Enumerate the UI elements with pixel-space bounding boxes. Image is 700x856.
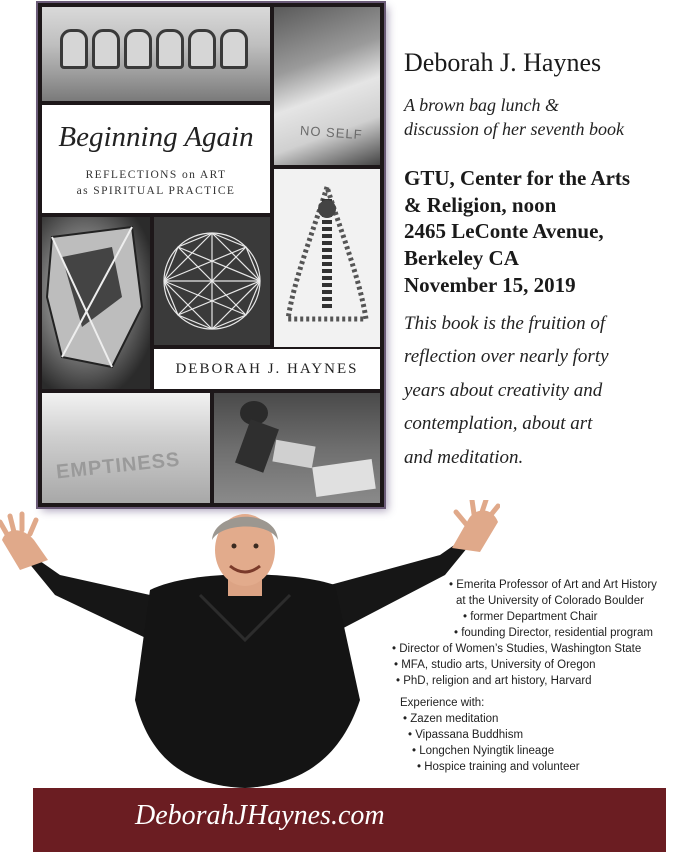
experience-item: • Vipassana Buddhism: [408, 729, 524, 741]
event-tagline-line2: discussion of her seventh book: [404, 119, 624, 139]
description-line: This book is the fruition of: [404, 313, 606, 334]
cover-photo-noself: [274, 7, 380, 165]
description-line: years about creativity and: [404, 380, 603, 401]
book-title: Beginning Again: [58, 121, 254, 153]
experience-item: • Longchen Nyingtik lineage: [412, 745, 555, 757]
arch-shape: [124, 29, 152, 69]
cover-author-panel: DEBORAH J. HAYNES: [154, 349, 380, 389]
address-line2: Berkeley CA: [404, 246, 519, 270]
arch-shape: [92, 29, 120, 69]
credential-item: • founding Director, residential program: [454, 627, 653, 639]
event-tagline-line1: A brown bag lunch &: [404, 95, 560, 115]
credential-item: at the University of Colorado Boulder: [456, 595, 644, 607]
cover-photo-emptiness: [42, 393, 210, 503]
experience-item: • Zazen meditation: [403, 713, 499, 725]
event-date: November 15, 2019: [404, 273, 576, 297]
book-cover: [38, 3, 384, 507]
cover-photo-drawing: [274, 169, 380, 347]
credential-item: • MFA, studio arts, University of Oregon: [394, 659, 596, 671]
venue-line2: & Religion, noon: [404, 193, 557, 217]
folded-paper-illustration: [42, 217, 150, 389]
footer-banner: [33, 788, 666, 852]
geometric-circle-illustration: [154, 217, 270, 345]
website-link[interactable]: DeborahJHaynes.com: [135, 800, 385, 831]
emptiness-carving: EMPTINESS: [55, 448, 182, 484]
experience-item: • Hospice training and volunteer: [417, 761, 580, 773]
arch-shape: [220, 29, 248, 69]
cover-photo-arches: [42, 7, 270, 101]
credential-item: • Emerita Professor of Art and Art History: [449, 579, 657, 591]
stone-carving-illustration: [214, 393, 380, 503]
description-line: reflection over nearly forty: [404, 346, 609, 367]
cover-photo-geometric: [154, 217, 270, 345]
book-subtitle-line2: as SPIRITUAL PRACTICE: [76, 185, 236, 197]
description-line: and meditation.: [404, 447, 524, 468]
address-line1: 2465 LeConte Avenue,: [404, 219, 604, 243]
credential-item: • Director of Women’s Studies, Washington State: [392, 643, 642, 655]
figure-drawing-illustration: [274, 169, 380, 347]
arch-shape: [60, 29, 88, 69]
credential-item: • former Department Chair: [463, 611, 598, 623]
speaker-name: Deborah J. Haynes: [404, 48, 602, 77]
book-subtitle-line1: REFLECTIONS on ART: [85, 169, 227, 181]
noself-carving: NO SELF: [299, 122, 364, 143]
cover-title-panel: [42, 105, 270, 213]
arch-shape: [188, 29, 216, 69]
experience-heading: Experience with:: [400, 697, 485, 709]
venue-line1: GTU, Center for the Arts: [404, 166, 631, 190]
cover-photo-folded-paper: [42, 217, 150, 389]
credential-item: • PhD, religion and art history, Harvard: [396, 675, 592, 687]
arch-shape: [156, 29, 184, 69]
cover-photo-stone-carving: [214, 393, 380, 503]
description-line: contemplation, about art: [404, 413, 593, 434]
